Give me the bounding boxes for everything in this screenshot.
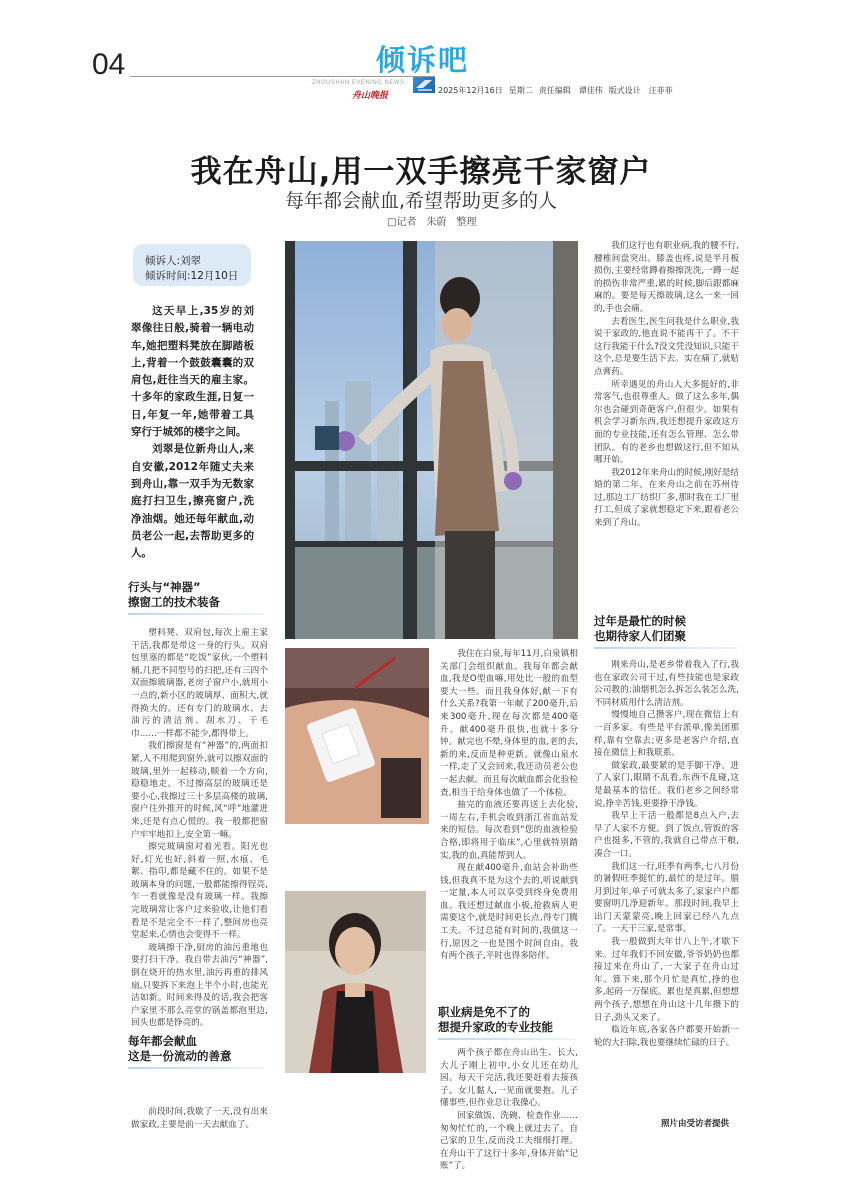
paragraph: 我们擦窗是有“神器”的,两面扣紧,人不用爬到窗外,就可以擦双面的玻璃,里外一起移动,顺着一个方向,稳稳地走。不过擦高层的玻璃还是要小心,我擦过三十多层高楼的玻璃,窗户往外推开的时候,风“呼”地灌进来,还是有点心慌的。我一般都把窗户牢牢地扣上,安全第一嘛。 <box>131 741 268 840</box>
section-body-health <box>594 240 739 530</box>
narration-time: 倾诉时间:12月10日 <box>145 270 239 282</box>
section-body-gear <box>131 627 268 1030</box>
paragraph: 回家做饭、洗碗、检查作业……匆匆忙忙的,一个晚上就过去了。自己家的卫生,反而没工夫细细打理。在舟山干了这行十多年,身体开始“记账”了。 <box>440 1110 578 1172</box>
paragraph: 去看医生,医生问我是什么职业,我说干家政的,他直说不能再干了。不干这行我能干什么?没文凭没知识,只能干这个,总是要生活下去。实在痛了,就贴点膏药。 <box>594 316 739 377</box>
section-body-newyear <box>594 659 739 1049</box>
dateline <box>438 85 679 96</box>
paragraph: 做家政,最要紧的是手脚干净。进了人家门,眼睛不乱看,东西不乱碰,这是最基本的信任。我们老乡之间经常说,挣辛苦钱,更要挣干净钱。 <box>594 760 739 809</box>
paper-logo-icon <box>413 77 435 93</box>
paragraph: 前段时间,我歇了一天,没有出来做家政,主要是前一天去献血了。 <box>131 1107 268 1130</box>
paragraph: 我住在白泉,每年11月,白泉镇相关部门会组织献血。我每年都会献血,我是O型血嘛,用处比一般的血型要大一些。而且我身体好,献一下有什么关系?我第一年献了200毫升,后来300毫升,现在每次都是400毫升。献400毫升很快,也就十多分钟。献完也不晕,身体里的血,老的去,新的来,反而是种更新。就像山泉水一样,走了又会回来,我还动员老公也一起去献。而且每次献血都会化验检查,相当于给身体也做了一个体检。 <box>440 649 578 798</box>
photo-credit: 照片由受访者提供 <box>661 1119 730 1129</box>
heading-underline <box>128 613 264 615</box>
section-heading-health: 职业病是免不了的 想提升家政的专业技能 <box>438 1005 580 1040</box>
english-name: ZHOUSHAN EVENING NEWS <box>312 80 405 86</box>
article-subtitle: 每年都会献血,希望帮助更多的人 <box>284 190 558 212</box>
intro <box>131 303 254 562</box>
column-name: 倾诉吧 <box>376 43 470 77</box>
paragraph: 临近年底,各家各户都要开始新一轮的大扫除,我也要继续忙碌的日子。 <box>594 1025 739 1048</box>
paragraph: 抽完的血液还要再送上去化验,一周左右,手机会收到浙江省血站发来的短信。每次看到“您的血液检验合格,即将用于临床”,心里就特别踏实,我的血,真能帮到人。 <box>440 800 578 861</box>
section-heading-blood: 每年都会献血 这是一份流动的善意 <box>128 1034 268 1069</box>
section-body-blood <box>440 648 578 963</box>
heading-underline <box>594 647 739 649</box>
heading-underline <box>128 1067 264 1069</box>
paragraph: 塑料凳、双肩包,每次上雇主家干活,我都是带这一身的行头。双肩包里塞的都是“吃饭”家伙,一个塑料桶,几把不同型号的扫把,还有三四个双面擦玻璃器,老房子窗户小,就用小一点的,新小区的玻璃厚、面积大,就得换大的。还有专门的玻璃水、去油污的清洁剂、刮水刀、干毛巾……一样都不能少,都得带上。 <box>131 628 268 739</box>
page-number: 04 <box>92 48 126 81</box>
narrator: 倾诉人:刘翠 <box>145 255 202 267</box>
blood-donation-photo <box>285 648 429 824</box>
section-heading-gear: 行头与“神器” 擦窗工的技术装备 <box>128 580 268 615</box>
issue-date: 2025年12月16日 <box>438 86 503 95</box>
section-body-blood-start <box>131 1106 268 1131</box>
paragraph: 我2012年来舟山的时候,刚好是结婚的第二年。在来舟山之前在苏州待过,那边工厂纺织厂多,那时我在工厂里打工,但成了家就想稳定下来,跟着老公来到了舟山。 <box>594 467 739 529</box>
section-heading-newyear: 过年是最忙的时候 也期待家人们团聚 <box>594 614 742 649</box>
paragraph: 现在献400毫升,血站会补助些钱,但我真不是为这个去的,听说献到一定量,本人可以享受到终身免费用血。我还想过献血小板,抢救病人更需要这个,就是时间更长点,得专门腾工夫。不过总能有时间的,我做这一行,原因之一也是图个时间自由。我有两个孩子,平时也得多陪伴。 <box>440 863 578 962</box>
heading-underline <box>438 1038 576 1040</box>
window-cleaning-photo <box>285 241 578 639</box>
section-body-health-start <box>440 1047 578 1173</box>
info-box <box>133 244 251 286</box>
paragraph: 擦完玻璃窗对着光看。阳光也好,灯光也好,斜着一照,水痕、毛絮、指印,都是藏不住的。如果不是玻璃本身的问题,一般都能擦得锃亮,乍一看就像是没有玻璃一样。我擦完玻璃常让客户过来验收,让他们看看是不是完全不一样了,整间房也亮堂起来,心情也会变得不一样。 <box>131 842 268 941</box>
paragraph: 我一般做到大年廿八上午,才歇下来。过年我们不回安徽,爷爷奶奶也都接过来在舟山了,一大家子在舟山过年。算下来,那个月忙是真忙,挣的也多,起码一万保底。累也是真累,但想想两个孩子,想想在舟山这十几年攒下的日子,劲头又来了。 <box>594 937 739 1023</box>
paper-logo: 舟山晚报 <box>352 91 389 101</box>
paragraph: 慢慢地自己攒客户,现在微信上有一百多家。有些是平台派单,像美团那样,靠有空靠去;更多是老客户介绍,直接在微信上和我联系。 <box>594 710 739 759</box>
paragraph: 刚来舟山,是老乡带着我入了行,我也在家政公司干过,有些技能也是家政公司教的:油烟机怎么拆怎么装怎么洗,不同材质用什么清洁剂。 <box>594 660 739 708</box>
portrait-photo <box>285 891 426 1073</box>
byline: □记者 朱蔚 整理 <box>387 217 477 228</box>
paragraph: 我们这行也有职业病,我的腰不行,腰椎间盘突出。膝盖也疼,说是半月板损伤,主要经常蹲着擦擦洗洗,一蹲一起的损伤非常严重,累的时候,脚后跟都麻麻的。要是每天擦玻璃,这么一来一回的,手也会痛。 <box>594 241 739 314</box>
issue-weekday: 星期二 <box>508 86 533 95</box>
paragraph: 两个孩子都在舟山出生、长大,大儿子刚上初中,小女儿还在幼儿园。每天干完活,我还要赶着去接孩子。女儿黏人,一见面就要抱。儿子懂事些,但作业总让我操心。 <box>440 1048 578 1109</box>
editor: 责任编辑 谭佳伟 <box>538 86 603 95</box>
paragraph: 我们这一行,旺季有两季,七八月份的暑假旺季挺忙的,最忙的是过年。腊月到过年,单子可就太多了,家家户户都要窗明几净迎新年。那段时间,我早上出门天蒙蒙亮,晚上回家已经八九点了。一天干三家,是常事。 <box>594 861 739 935</box>
designer: 版式设计 汪菲菲 <box>608 86 673 95</box>
paragraph: 所幸遇见的舟山人大多挺好的,非常客气,也很尊重人。做了这么多年,偶尔也会碰到奇葩客户,但很少。如果有机会学习新东西,我还想提升家政这方面的专业技能,还有怎么管理、怎么带团队。有的老乡也想做这行,但不知从哪开始。 <box>594 379 739 466</box>
intro-paragraph: 刘翠是位新舟山人,来自安徽,2012年随丈夫来到舟山,靠一双手为无数家庭打扫卫生,擦亮窗户,洗净油烟。她还每年献血,动员老公一起,去帮助更多的人。 <box>131 443 254 560</box>
article-title: 我在舟山,用一双手擦亮千家窗户 <box>190 154 652 190</box>
paragraph: 玻璃擦干净,厨房的油污重地也要打扫干净。我自带去油污“神器”,倒在烧开的热水里,油污再重的排风扇,只要拆下来泡上半个小时,也能光洁如新。时间来得及的话,我会把客户家里不那么亮堂的锅盖都泡里边,回头也都是铮亮的。 <box>131 942 268 1029</box>
paragraph: 我早上干活一般都是8点入户,去早了人家不方便。到了饭点,管饭的客户也挺多,不管的,我就自己带点干粮,凑合一口。 <box>594 811 739 859</box>
intro-paragraph: 这天早上,35岁的刘翠像往日般,骑着一辆电动车,她把塑料凳放在脚踏板上,背着一个鼓鼓囊囊的双肩包,赶往当天的雇主家。十多年的家政生涯,日复一日,年复一年,她带着工具穿行于城郊的楼宇之间。 <box>131 305 254 439</box>
